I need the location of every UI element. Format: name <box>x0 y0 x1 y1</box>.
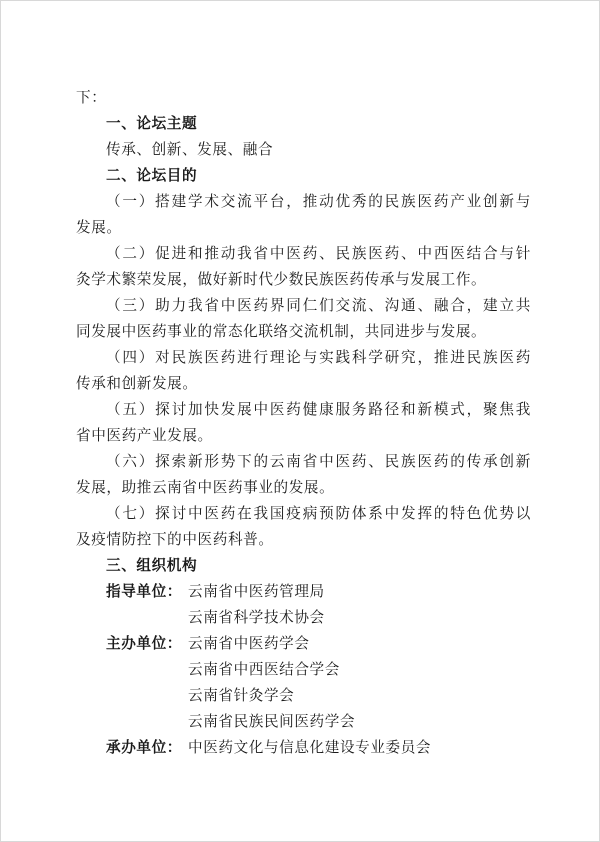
guide-unit-row <box>76 605 531 631</box>
host-unit-row <box>76 709 531 735</box>
paragraph-line: 发展。 <box>76 219 122 236</box>
purpose-item-7 <box>76 501 531 553</box>
paragraph-line: （六）探索新形势下的云南省中医药、民族医药的传承创新 <box>106 453 531 470</box>
purpose-item-6 <box>76 449 531 501</box>
paragraph-line: （三）助力我省中医药界同仁们交流、沟通、融合，建立共 <box>106 297 531 314</box>
section-1-heading: 一、论坛主题 <box>106 115 198 132</box>
paragraph-line: 灸学术繁荣发展，做好新时代少数民族医药传承与发展工作。 <box>76 271 487 288</box>
purpose-item-2 <box>76 241 531 293</box>
organizer-unit-row <box>76 735 531 761</box>
paragraph-line: 省中医药产业发展。 <box>76 427 213 444</box>
host-unit-row <box>76 683 531 709</box>
host-unit-row <box>76 657 531 683</box>
document-body <box>76 85 531 761</box>
purpose-item-3 <box>76 293 531 345</box>
host-unit-name: 云南省民族民间医药学会 <box>188 713 356 730</box>
host-unit-name: 云南省中西医结合学会 <box>188 661 340 678</box>
paragraph-line: 发展，助推云南省中医药事业的发展。 <box>76 479 335 496</box>
paragraph-line: （二）促进和推动我省中医药、民族医药、中西医结合与针 <box>106 245 531 262</box>
host-unit-name: 云南省针灸学会 <box>188 687 295 704</box>
organizer-unit-name: 中医药文化与信息化建设专业委员会 <box>188 739 432 756</box>
paragraph-line: （四）对民族医药进行理论与实践科学研究，推进民族医药 <box>106 349 531 366</box>
paragraph-line: 同发展中医药事业的常态化联络交流机制，共同进步与发展。 <box>76 323 487 340</box>
section-2-heading: 二、论坛目的 <box>106 167 198 184</box>
purpose-item-5 <box>76 397 531 449</box>
paragraph-line: （七）探讨中医药在我国疫病预防体系中发挥的特色优势以 <box>106 505 531 522</box>
host-unit-name: 云南省中医药学会 <box>188 635 310 652</box>
purpose-item-1 <box>76 189 531 241</box>
host-unit-row <box>76 631 531 657</box>
guide-unit-label: 指导单位： <box>106 583 182 600</box>
paragraph-line: 传承和创新发展。 <box>76 375 198 392</box>
guide-unit-name: 云南省科学技术协会 <box>188 609 325 626</box>
paragraph-line: 及疫情防控下的中医药科普。 <box>76 531 274 548</box>
intro-text: 下： <box>76 89 107 106</box>
section-3-heading: 三、组织机构 <box>106 557 198 574</box>
paragraph-line: （一）搭建学术交流平台，推动优秀的民族医药产业创新与 <box>106 193 531 210</box>
organizer-unit-label: 承办单位： <box>106 739 182 756</box>
paragraph-line: （五）探讨加快发展中医药健康服务路径和新模式，聚焦我 <box>106 401 531 418</box>
purpose-item-4 <box>76 345 531 397</box>
guide-unit-row <box>76 579 531 605</box>
host-unit-label: 主办单位： <box>106 635 182 652</box>
guide-unit-name: 云南省中医药管理局 <box>188 583 325 600</box>
section-1-body: 传承、创新、发展、融合 <box>106 141 274 158</box>
